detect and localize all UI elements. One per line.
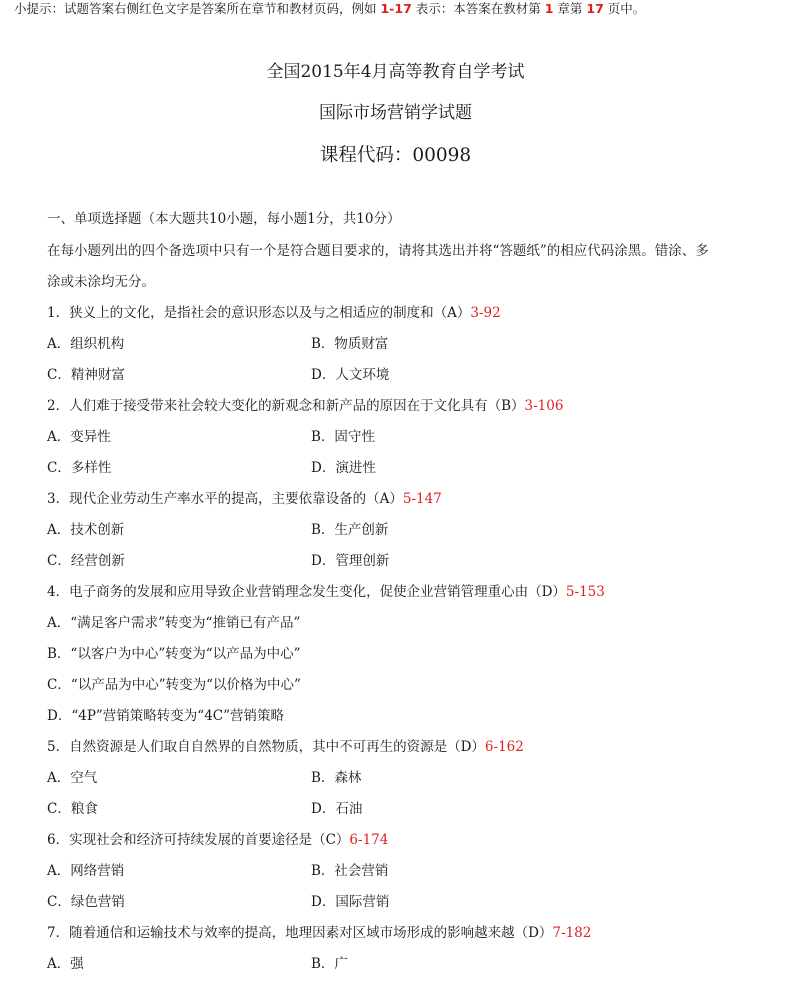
answer-option: B．社会营销 bbox=[311, 863, 389, 879]
answer-option: B．物质财富 bbox=[311, 336, 389, 352]
answer-option: A．技术创新 bbox=[47, 522, 125, 538]
question-text: 5．自然资源是人们取自自然界的自然物质，其中不可再生的资源是（D） bbox=[47, 739, 485, 755]
answer-option: C．绿色营销 bbox=[47, 894, 125, 910]
question-stem bbox=[47, 489, 442, 509]
answer-reference: 3-92 bbox=[470, 305, 501, 321]
hint-example: 1-17 bbox=[380, 1, 412, 16]
answer-option: C．多样性 bbox=[47, 460, 112, 476]
exam-title: 全国2015年4月高等教育自学考试 bbox=[266, 62, 525, 82]
answer-option: B．森林 bbox=[311, 770, 362, 786]
answer-option: A．组织机构 bbox=[47, 336, 125, 352]
answer-reference: 6-162 bbox=[484, 739, 524, 755]
answer-option: D．“4P”营销策略转变为“4C”营销策略 bbox=[47, 708, 285, 724]
answer-option: D．演进性 bbox=[311, 460, 376, 476]
answer-option: A．“满足客户需求”转变为“推销已有产品” bbox=[47, 615, 301, 631]
answer-reference: 6-174 bbox=[349, 832, 389, 848]
answer-option: D．石油 bbox=[311, 801, 363, 817]
answer-option: B．生产创新 bbox=[311, 522, 389, 538]
question-stem bbox=[47, 923, 591, 943]
answer-option: A．空气 bbox=[47, 770, 98, 786]
question-stem bbox=[47, 303, 501, 323]
answer-reference: 5-153 bbox=[565, 584, 605, 600]
section-title: 一、单项选择题（本大题共10小题，每小题1分，共10分） bbox=[47, 211, 401, 227]
answer-option: B．广 bbox=[311, 956, 348, 972]
question-stem bbox=[47, 582, 605, 602]
answer-option: D．管理创新 bbox=[311, 553, 390, 569]
answer-reference: 3-106 bbox=[524, 398, 564, 414]
subject-title: 国际市场营销学试题 bbox=[319, 103, 472, 123]
hint-text: 小提示：试题答案右侧红色文字是答案所在章节和教材页码，例如 bbox=[14, 1, 381, 16]
question-text: 1．狭义上的文化，是指社会的意识形态以及与之相适应的制度和（A） bbox=[47, 305, 471, 321]
answer-option: A．网络营销 bbox=[47, 863, 125, 879]
answer-option: A．变异性 bbox=[47, 429, 111, 445]
answer-option: C．精神财富 bbox=[47, 367, 125, 383]
hint-text-end: 页中。 bbox=[603, 1, 646, 16]
question-text: 7．随着通信和运输技术与效率的提高，地理因素对区域市场形成的影响越来越（D） bbox=[47, 925, 553, 941]
answer-option: D．国际营销 bbox=[311, 894, 390, 910]
answer-option: C．粮食 bbox=[47, 801, 98, 817]
hint-banner bbox=[14, 0, 645, 18]
answer-option: A．强 bbox=[47, 956, 84, 972]
hint-text-mid: 表示：本答案在教材第 bbox=[411, 1, 545, 16]
answer-option: C．经营创新 bbox=[47, 553, 125, 569]
hint-chapter: 1 bbox=[544, 1, 554, 16]
answer-reference: 7-182 bbox=[552, 925, 592, 941]
section-instructions-line2: 涂或未涂均无分。 bbox=[47, 274, 155, 290]
question-stem bbox=[47, 830, 388, 850]
answer-reference: 5-147 bbox=[402, 491, 442, 507]
question-text: 2．人们难于接受带来社会较大变化的新观念和新产品的原因在于文化具有（B） bbox=[47, 398, 525, 414]
question-text: 3．现代企业劳动生产率水平的提高，主要依靠设备的（A） bbox=[47, 491, 403, 507]
hint-page: 17 bbox=[586, 1, 604, 16]
question-text: 4．电子商务的发展和应用导致企业营销理念发生变化，促使企业营销管理重心由（D） bbox=[47, 584, 566, 600]
answer-option: B．“以客户为中心”转变为“以产品为中心” bbox=[47, 646, 301, 662]
course-code: 课程代码：00098 bbox=[319, 145, 472, 166]
question-text: 6．实现社会和经济可持续发展的首要途径是（C） bbox=[47, 832, 350, 848]
answer-option: C．“以产品为中心”转变为“以价格为中心” bbox=[47, 677, 301, 693]
answer-option: B．固守性 bbox=[311, 429, 375, 445]
question-stem bbox=[47, 737, 524, 757]
hint-text-mid2: 章第 bbox=[553, 1, 587, 16]
question-stem bbox=[47, 396, 563, 416]
answer-option: D．人文环境 bbox=[311, 367, 390, 383]
section-instructions-line1: 在每小题列出的四个备选项中只有一个是符合题目要求的，请将其选出并将“答题纸”的相应代码涂黑。错涂、多 bbox=[47, 243, 709, 259]
